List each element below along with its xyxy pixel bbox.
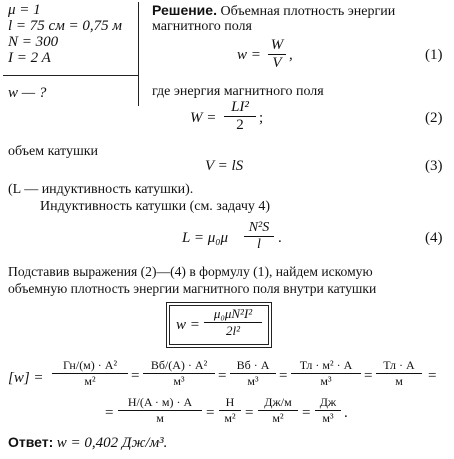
units-eq-8: = xyxy=(245,405,254,421)
given-current: I = 2 A xyxy=(8,50,51,66)
units-term-2 xyxy=(143,358,215,389)
units-term-4 xyxy=(291,358,361,389)
given-turns: N = 300 xyxy=(8,34,59,50)
units-term-1-den: м² xyxy=(52,373,128,389)
units-term-9 xyxy=(315,395,341,426)
units-term-4-num: Тл · м² · A xyxy=(299,358,353,372)
eq2-tail: ; xyxy=(259,110,264,126)
inductance-intro: Индуктивность катушки (см. задачу 4) xyxy=(40,199,271,214)
units-term-3-num: Вб · A xyxy=(236,358,270,372)
given-vertical-divider xyxy=(138,2,139,106)
solution-intro-1: Объемная плотность энергии xyxy=(220,4,396,19)
eq2-fraction xyxy=(224,99,256,134)
where-energy-text: где энергия магнитного поля xyxy=(152,84,324,99)
answer-value: w = 0,402 Дж/м³. xyxy=(56,435,168,451)
units-eq-6: = xyxy=(105,405,114,421)
volume-text: объем катушки xyxy=(8,144,99,159)
eq1-fraction xyxy=(268,37,286,72)
units-term-9-den: м³ xyxy=(315,410,341,426)
units-eq-9: = xyxy=(302,405,311,421)
eq1-denominator: V xyxy=(268,54,286,72)
given-mu: μ = 1 xyxy=(8,2,41,18)
units-term-6-den: м xyxy=(118,410,202,426)
answer-label: Ответ: xyxy=(8,434,54,450)
eq4-number: (4) xyxy=(425,230,443,246)
answer-line xyxy=(8,434,167,452)
eq3-number: (3) xyxy=(425,158,443,174)
given-length: l = 75 см = 0,75 м xyxy=(8,18,122,34)
final-lhs: w = xyxy=(176,317,200,333)
units-term-1 xyxy=(52,358,128,389)
units-term-8-num: Дж/м xyxy=(264,395,292,409)
eq4-tail: . xyxy=(278,230,282,246)
eq2-number: (2) xyxy=(425,110,443,126)
units-eq-4: = xyxy=(364,368,373,384)
units-term-7 xyxy=(219,395,241,426)
eq4-denominator: l xyxy=(244,236,274,253)
units-eq-3: = xyxy=(279,368,288,384)
solution-intro-line-1 xyxy=(152,2,395,20)
eq1-lhs: w = xyxy=(237,47,261,63)
eq1-tail: , xyxy=(289,47,293,63)
units-term-7-num: Н xyxy=(225,395,235,409)
units-eq-1: = xyxy=(131,368,140,384)
units-term-9-num: Дж xyxy=(319,395,337,409)
eq4-numerator: N²S xyxy=(248,220,270,235)
units-term-1-num: Гн/(м) · A² xyxy=(62,358,118,372)
eq3: V = lS xyxy=(205,158,244,174)
units-term-6-num: Н/(A · м) · A xyxy=(127,395,193,409)
units-eq-7: = xyxy=(206,405,215,421)
units-term-2-num: Вб/(A) · A² xyxy=(150,358,208,372)
final-numerator: μ₀μN²I² xyxy=(213,306,253,321)
units-eq-5: = xyxy=(428,368,437,384)
given-divider xyxy=(3,75,139,76)
final-fraction xyxy=(204,306,262,339)
units-lhs: [w] = xyxy=(8,370,44,386)
solution-heading: Решение. xyxy=(152,2,217,18)
eq2-lhs: W = xyxy=(190,110,217,126)
units-term-3 xyxy=(230,358,276,389)
units-term-8 xyxy=(258,395,298,426)
inductance-note: (L — индуктивность катушки). xyxy=(8,182,194,197)
eq1-number: (1) xyxy=(425,47,443,63)
eq4-fraction xyxy=(244,220,274,253)
solution-intro-2: магнитного поля xyxy=(152,19,252,34)
units-term-3-den: м³ xyxy=(230,373,276,389)
final-denominator: 2l² xyxy=(204,322,262,339)
substitute-line-1: Подставив выражения (2)—(4) в формулу (1), найдем искомую xyxy=(8,264,373,279)
eq2-numerator: LI² xyxy=(231,99,249,115)
units-term-6 xyxy=(118,395,202,426)
units-term-2-den: м³ xyxy=(143,373,215,389)
units-term-5-den: м xyxy=(376,373,422,389)
eq4-lhs: L = μ₀μ xyxy=(182,230,228,246)
eq1-numerator: W xyxy=(270,37,284,53)
units-term-7-den: м² xyxy=(219,410,241,426)
eq2-denominator: 2 xyxy=(224,116,256,134)
units-term-5 xyxy=(376,358,422,389)
units-term-5-num: Тл · A xyxy=(383,358,415,372)
substitute-line-2: объемную плотность энергии магнитного поля внутри катушки xyxy=(8,281,377,296)
units-term-8-den: м² xyxy=(258,410,298,426)
units-term-4-den: м³ xyxy=(291,373,361,389)
units-eq-2: = xyxy=(218,368,227,384)
units-end: . xyxy=(344,405,348,421)
given-find: w — ? xyxy=(8,85,47,101)
